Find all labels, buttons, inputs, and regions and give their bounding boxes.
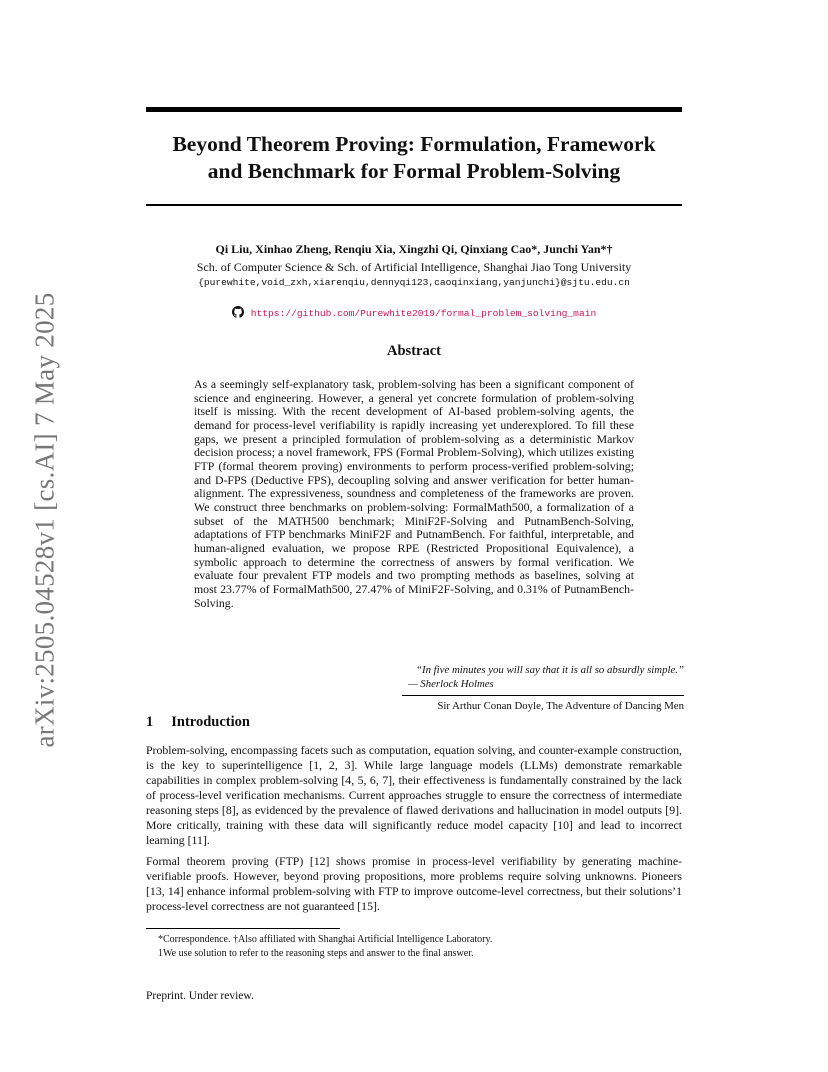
author-list: Qi Liu, Xinhao Zheng, Renqiu Xia, Xingzhi Qi, Qinxiang Cao*, Junchi Yan*† — [215, 242, 613, 256]
epigraph-speaker: — Sherlock Holmes — [408, 678, 494, 690]
epigraph-quote: “In five minutes you will say that it is all so absurdly simple.” — [415, 664, 684, 676]
paragraph-text: Formal theorem proving (FTP) [12] shows promise in process-level verifiability by generating machine-verifiable proofs. However, beyond proving propositions, more problems require solving unknowns. Pioneers [13, 14] enhance informal problem-solving with FTP to improve outcome-level correctness, but their solutions’1 process-level correctness are not guaranteed [15]. — [146, 854, 682, 913]
footnote-correspondence: *Correspondence. †Also affiliated with Shanghai Artificial Intelligence Laboratory. — [158, 934, 493, 945]
epigraph-rule — [402, 695, 684, 696]
abstract-heading: Abstract — [387, 343, 441, 359]
paper-title — [146, 131, 682, 185]
section-heading — [146, 714, 250, 731]
github-icon — [232, 306, 244, 318]
paragraph-text: Problem-solving, encompassing facets such as computation, equation solving, and counter-example construction, is the key to superintelligence [1, 2, 3]. While large language models (LLMs) demonstrate remarkable capabilities in complex problem-solving [4, 5, 6, 7], their effectiveness is fundamentally constrained by the lack of process-level verification mechanisms. Current approaches struggle to ensure the correctness of intermediate reasoning steps [8], as evidenced by the prevalence of flawed derivations and hallucination in model outputs [9]. More critically, training with these data will significantly reduce model capacity [10] and lead to incorrect learning [11]. — [146, 743, 682, 847]
section-number: 1 — [146, 714, 154, 730]
title-line-1: Beyond Theorem Proving: Formulation, Framework — [172, 132, 656, 156]
arxiv-identifier: arXiv:2505.04528v1 [cs.AI] 7 May 2025 — [29, 292, 60, 748]
author-emails: {purewhite,void_zxh,xiarenqiu,dennyqi123,caoqinxiang,yanjunchi}@sjtu.edu.cn — [198, 277, 630, 288]
abstract-body — [194, 378, 634, 610]
footnote-rule — [146, 928, 340, 929]
epigraph — [394, 663, 684, 713]
repository — [146, 304, 682, 322]
title-bottom-rule — [146, 204, 682, 206]
footnotes — [158, 933, 678, 961]
repo-link[interactable]: https://github.com/Purewhite2019/formal_problem_solving_main — [250, 308, 597, 319]
intro-paragraph-1 — [146, 743, 682, 848]
title-top-rule — [146, 107, 682, 112]
section-title: Introduction — [171, 714, 250, 730]
preprint-notice: Preprint. Under review. — [146, 990, 254, 1002]
epigraph-source: Sir Arthur Conan Doyle, The Adventure of Dancing Men — [437, 700, 684, 712]
footnote-solution: 1We use solution to refer to the reasoning steps and answer to the final answer. — [158, 948, 474, 959]
abstract-text: As a seemingly self-explanatory task, problem-solving has been a significant component of science and engineering. However, a general yet concrete formulation of problem-solving itself is missing. With the recent development of AI-based problem-solving agents, the demand for process-level verifiability is rapidly increasing yet underexplored. To fill these gaps, we present a principled formulation of problem-solving as a deterministic Markov decision process; a novel framework, FPS (Formal Problem-Solving), which utilizes existing FTP (formal theorem proving) environments to perform process-verified problem-solving; and D-FPS (Deductive FPS), decoupling solving and answer verification for better human-alignment. The expressiveness, soundness and completeness of the frameworks are proven. We construct three benchmarks on problem-solving: FormalMath500, a formalization of a subset of the MATH500 benchmark; MiniF2F-Solving and PutnamBench-Solving, adaptations of FTP benchmarks MiniF2F and PutnamBench. For faithful, interpretable, and human-aligned evaluation, we propose RPE (Restricted Propositional Equivalence), a symbolic approach to determine the correctness of answers by formal verification. We evaluate four prevalent FTP models and two prompting methods as baselines, solving at most 23.77% of FormalMath500, 27.47% of MiniF2F-Solving, and 0.31% of PutnamBench-Solving. — [194, 377, 634, 610]
title-line-2: and Benchmark for Formal Problem-Solving — [207, 159, 621, 183]
affiliation: Sch. of Computer Science & Sch. of Artificial Intelligence, Shanghai Jiao Tong University — [196, 260, 632, 274]
intro-paragraph-2 — [146, 854, 682, 914]
